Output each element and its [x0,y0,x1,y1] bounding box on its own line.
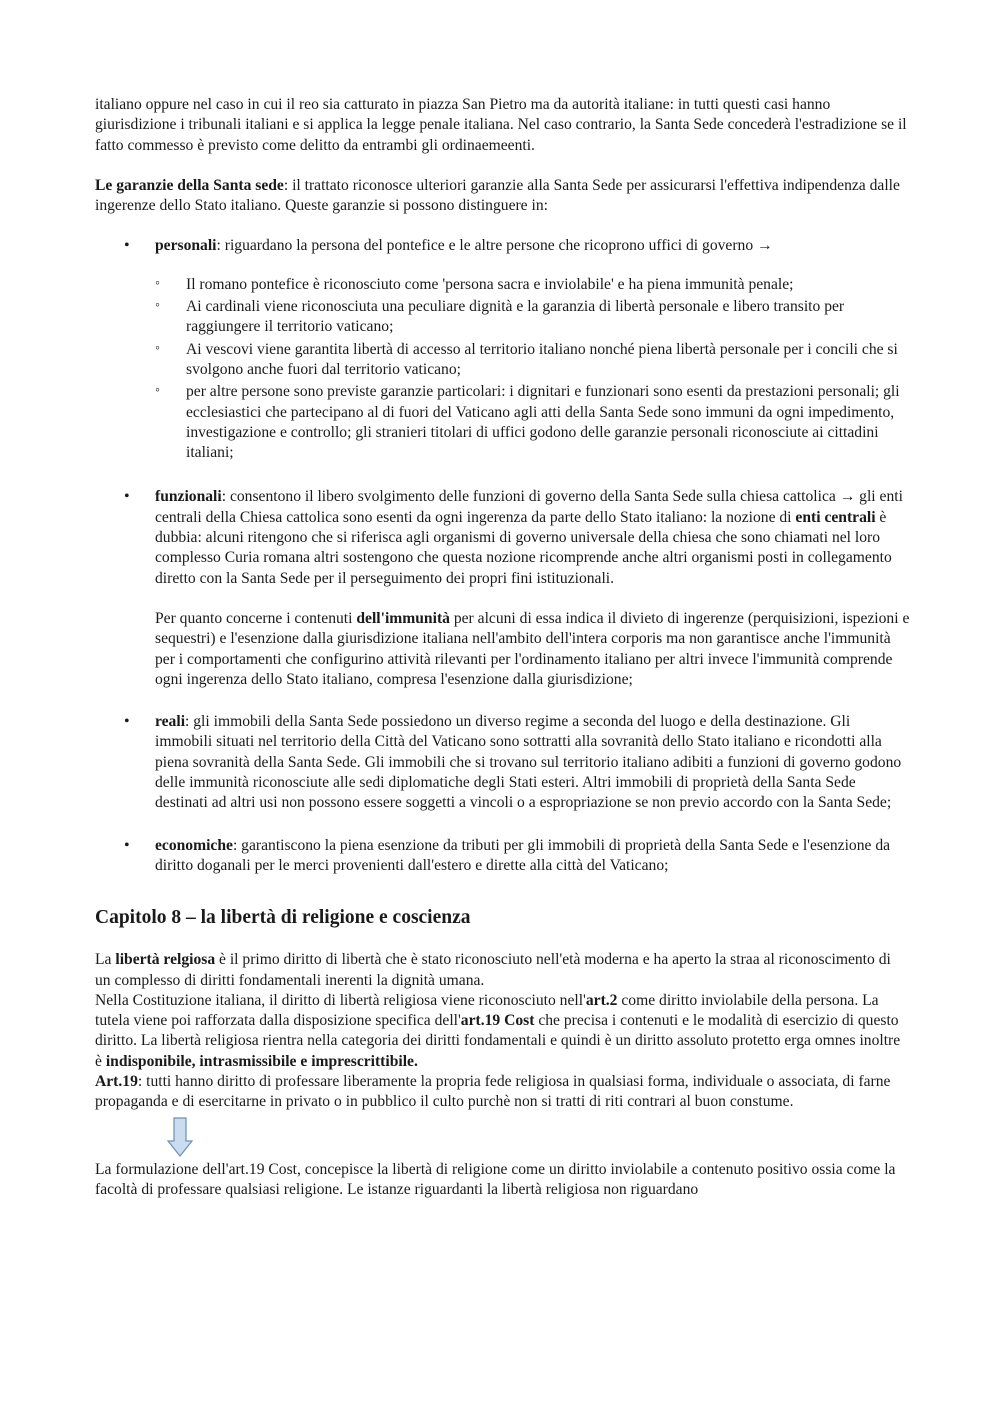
sub-bullet-icon: ◦ [155,383,160,399]
sub-item: ◦ Ai cardinali viene riconosciuta una peculiare dignità e la garanzia di libertà personale e libero transito per raggiungere il territorio vaticano; [155,298,845,336]
bullet-icon: • [124,836,130,854]
sub-item: ◦ Ai vescovi viene garantita libertà di accesso al territorio italiano nonché piena libertà personale per i concili che si svolgono anche fuori dal territorio vaticano; [155,340,898,378]
arrow-down-icon [167,1117,193,1157]
list-item-personali: • personali: riguardano la persona del pontefice e le altre persone che ricoprono uffici di governo → ◦ Il romano pontefice è riconosciuto come 'persona sacra e inviolabile' e ha piena immunità penale; ◦ Ai cardinali viene riconosciuta una peculiare dignità e la garanzia di libertà personale e libero transito per raggiungere il territorio vaticano; ◦ Ai vescovi viene garantita libertà di accesso al territorio italiano nonché piena libertà personale per i concili che si svolgono anche fuori dal territorio vaticano; ◦ per altre persone sono previste garanzie particolari: i dignitari e funzionari sono esenti da prestazioni personali; gli ecclesiastici che partecipano al di fuori del Vaticano agli atti della Santa Sede sono immuni da ogni impedimento, investigazione e controllo; gli stranieri titolari di uffici godono delle garanzie personali riconosciute ai cittadini italiani; [95,236,910,463]
garanzie-heading: Le garanzie della Santa sede [95,176,284,194]
bullet-icon: • [124,237,130,255]
list-item-funzionali: • funzionali: consentono il libero svolgimento delle funzioni di governo della Santa Sede sulla chiesa cattolica → gli enti centrali della Chiesa cattolica sono esenti da ogni ingerenza da parte dello Stato italiano: la nozione di enti centrali è dubbia: alcuni ritengono che si riferisca agli organismi di governo universale della chiesa che sono chiamati nel loro complesso Curia romana altri sostengono che questa nozione ricomprende anche altri organismi posti in collegamento diretto con la Santa Sede per il perseguimento dei propri fini istituzionali. Per quanto concerne i contenuti dell'immunità per alcuni di essa indica il divieto di ingerenze (perquisizioni, ispezioni e sequestri) e l'esenzione dalla giurisdizione italiana nell'ambito dell'intera corporis ma non garantisce anche l'immunità per i comportamenti che configurino attività rilevanti per l'ordinamento italiano per altri invece l'immunità comprende ogni ingerenza dello Stato italiano, compresa l'esenzione dalla giurisdizione; [95,487,910,690]
sub-item: ◦ Il romano pontefice è riconosciuto come 'persona sacra e inviolabile' e ha piena immunità penale; [155,275,794,293]
term-personali: personali [155,237,217,255]
bullet-icon: • [124,488,130,506]
sub-bullet-icon: ◦ [155,275,160,291]
sub-bullet-icon: ◦ [155,340,160,356]
list-item-economiche: • economiche: garantiscono la piena esenzione da tributi per gli immobili di proprietà della Santa Sede e l'esenzione da diritto doganali per le merci provenienti dall'estero e dirette alla città del Vaticano; [124,836,891,874]
term-funzionali: funzionali [155,488,222,506]
garanzie-list [95,236,910,876]
liberta-paragraph-2: Nella Costituzione italiana, il diritto di libertà religiosa viene riconosciuto nell'art.2 come diritto inviolabile della persona. La tutela viene poi rafforzata dalla disposizione specifica dell'art.19 Cost che precisa i contenuti e le modalità di esercizio di questo diritto. La libertà religiosa rientra nella categoria dei diritti fondamentali e quindi è un diritto assoluto protetto erga omnes inoltre è indisponibile, intrasmissibile e imprescrittibile. [95,991,901,1070]
liberta-paragraph-4: La formulazione dell'art.19 Cost, concepisce la libertà di religione come un diritto inviolabile a contenuto positivo ossia come la facoltà di professare qualsiasi religione. Le istanze riguardanti la libertà religiosa non riguardano [95,1160,896,1198]
intro-paragraph: italiano oppure nel caso in cui il reo sia catturato in piazza San Pietro ma da autorità italiane: in tutti questi casi hanno giurisdizione i tribunali italiani e si applica la legge penale italiana. Nel caso contrario, la Santa Sede concederà l'estradizione se il fatto commesso è previsto come delitto da entrambi gli ordinaemeenti. [95,96,907,154]
term-reali: reali [155,713,186,731]
chapter-title: Capitolo 8 – la libertà di religione e coscienza [95,907,471,929]
garanzie-paragraph: Le garanzie della Santa sede: il trattato riconosce ulteriori garanzie alla Santa Sede per assicurarsi l'effettiva indipendenza dalle ingerenze dello Stato italiano. Queste garanzie si possono distinguere in: [95,176,900,215]
art19-paragraph: Art.19: tutti hanno diritto di professare liberamente la propria fede religiosa in qualsiasi forma, individuale o associata, di farne propaganda e di esercitarne in privato o in pubblico il culto purchè non si tratti di riti contrari al buon constume. [95,1072,891,1111]
sub-item: ◦ per altre persone sono previste garanzie particolari: i dignitari e funzionari sono esenti da prestazioni personali; gli ecclesiastici che partecipano al di fuori del Vaticano agli atti della Santa Sede sono immuni da ogni impedimento, investigazione e controllo; gli stranieri titolari di uffici godono delle garanzie personali riconosciute ai cittadini italiani; [155,383,900,462]
term-economiche: economiche [155,836,233,854]
bullet-icon: • [124,713,130,731]
personali-sublist [155,275,910,464]
sub-bullet-icon: ◦ [155,298,160,314]
immunita-paragraph: Per quanto concerne i contenuti dell'immunità per alcuni di essa indica il divieto di ingerenze (perquisizioni, ispezioni e sequestri) e l'esenzione dalla giurisdizione italiana nell'ambito dell'intera corporis ma non garantisce anche l'immunità per i comportamenti che configurino attività rilevanti per l'ordinamento italiano per altri invece l'immunità comprende ogni ingerenza dello Stato italiano, compresa l'esenzione dalla giurisdizione; [155,609,910,688]
liberta-paragraph-1: La libertà relgiosa è il primo diritto di libertà che è stato riconosciuto nell'età moderna e ha aperto la straa al riconoscimento di un complesso di diritti fondamentali inerenti la dignità umana. [95,951,891,989]
list-item-reali: • reali: gli immobili della Santa Sede possiedono un diverso regime a seconda del luogo e della destinazione. Gli immobili situati nel territorio della Città del Vaticano sono sottratti alla sovranità dello Stato italiano e ricondotti alla piena sovranità della Santa Sede. Gli immobili che si trovano sul territorio italiano adibiti a funzioni di governo godono delle immunità riconosciute alle sedi diplomatiche degli Stati esteri. Altri immobili di proprietà della Santa Sede destinati ad altri usi non possono essere soggetti a vincoli o a espropriazione se non previo accordo con la Santa Sede; [124,713,902,812]
